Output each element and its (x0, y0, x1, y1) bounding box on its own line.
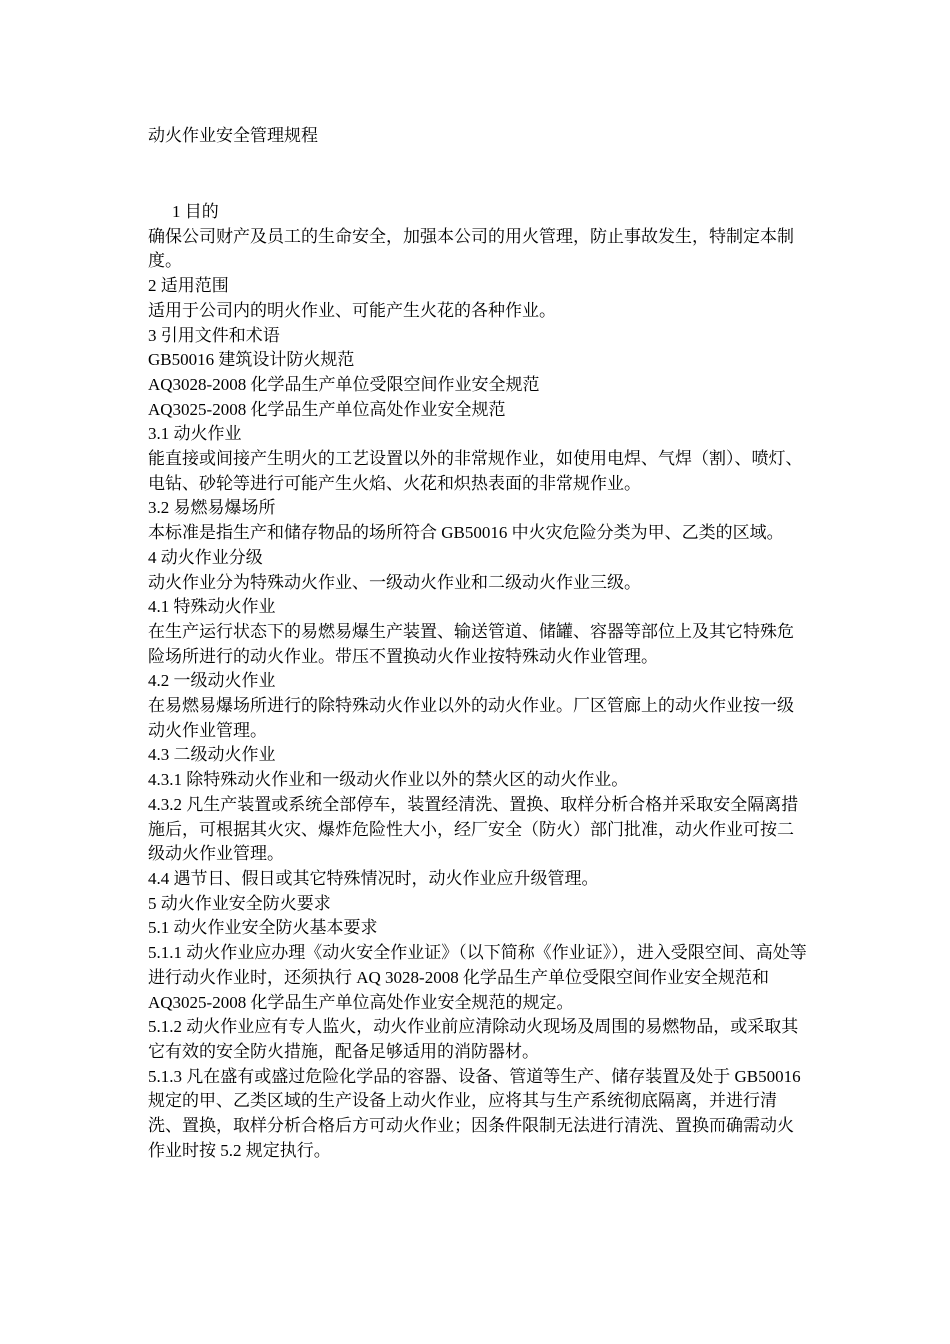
subsection-heading: 5.1 动火作业安全防火基本要求 (148, 918, 378, 938)
document-title: 动火作业安全管理规程 (148, 126, 318, 145)
paragraph: 确保公司财产及员工的生命安全，加强本公司的用火管理，防止事故发生，特制定本制度。 (148, 226, 794, 271)
paragraph: 4.3.2 凡生产装置或系统全部停车，装置经清洗、置换、取样分析合格并采取安全隔离措施后，可根据其火灾、爆炸危险性大小，经厂安全（防火）部门批准，动火作业可按二级动火作业管理。 (148, 794, 799, 864)
paragraph: 4.4 遇节日、假日或其它特殊情况时，动火作业应升级管理。 (148, 868, 599, 888)
paragraph: 5.1.3 凡在盛有或盛过危险化学品的容器、设备、管道等生产、储存装置及处于 GB50016 规定的甲、乙类区域的生产设备上动火作业，应将其与生产系统彻底隔离，并进行清洗、置换，取样分析合格后方可动火作业；因条件限制无法进行清洗、置换而确需动火作业时按 5.2 规定执行。 (148, 1066, 801, 1160)
subsection-heading: 4.1 特殊动火作业 (148, 597, 276, 617)
paragraph: 适用于公司内的明火作业、可能产生火花的各种作业。 (148, 300, 556, 320)
paragraph: 5.1.2 动火作业应有专人监火，动火作业前应清除动火现场及周围的易燃物品，或采取其它有效的安全防火措施，配备足够适用的消防器材。 (148, 1017, 799, 1061)
paragraph: 动火作业分为特殊动火作业、一级动火作业和二级动火作业三级。 (148, 572, 641, 592)
subsection-heading: 3.2 易燃易爆场所 (148, 498, 276, 518)
reference-item: AQ3025-2008 化学品生产单位高处作业安全规范 (148, 399, 506, 419)
section-heading-classification: 4 动火作业分级 (148, 547, 263, 567)
paragraph: 5.1.1 动火作业应办理《动火安全作业证》（以下简称《作业证》），进入受限空间、高处等进行动火作业时，还须执行 AQ 3028-2008 化学品生产单位受限空间作业安全规范和 AQ3025-2008 化学品生产单位高处作业安全规范的规定。 (148, 943, 807, 1012)
document-body (148, 200, 808, 1163)
subsection-heading: 3.1 动火作业 (148, 424, 242, 444)
reference-item: AQ3028-2008 化学品生产单位受限空间作业安全规范 (148, 374, 540, 394)
subsection-heading: 4.3 二级动火作业 (148, 745, 276, 765)
section-heading-purpose: 1 目的 (172, 202, 219, 221)
paragraph: 能直接或间接产生明火的工艺设置以外的非常规作业，如使用电焊、气焊（割）、喷灯、电钻、砂轮等进行可能产生火焰、火花和炽热表面的非常规作业。 (148, 449, 803, 493)
subsection-heading: 4.2 一级动火作业 (148, 671, 276, 691)
section-heading-references: 3 引用文件和术语 (148, 325, 280, 345)
reference-item: GB50016 建筑设计防火规范 (148, 350, 355, 370)
section-heading-safety: 5 动火作业安全防火要求 (148, 893, 331, 913)
paragraph: 本标准是指生产和储存物品的场所符合 GB50016 中火灾危险分类为甲、乙类的区域。 (148, 523, 784, 543)
section-heading-scope: 2 适用范围 (148, 276, 229, 296)
paragraph: 4.3.1 除特殊动火作业和一级动火作业以外的禁火区的动火作业。 (148, 770, 629, 790)
paragraph: 在易燃易爆场所进行的除特殊动火作业以外的动火作业。厂区管廊上的动火作业按一级动火作业管理。 (148, 696, 794, 740)
paragraph: 在生产运行状态下的易燃易爆生产装置、输送管道、储罐、容器等部位上及其它特殊危险场所进行的动火作业。带压不置换动火作业按特殊动火作业管理。 (148, 621, 794, 666)
